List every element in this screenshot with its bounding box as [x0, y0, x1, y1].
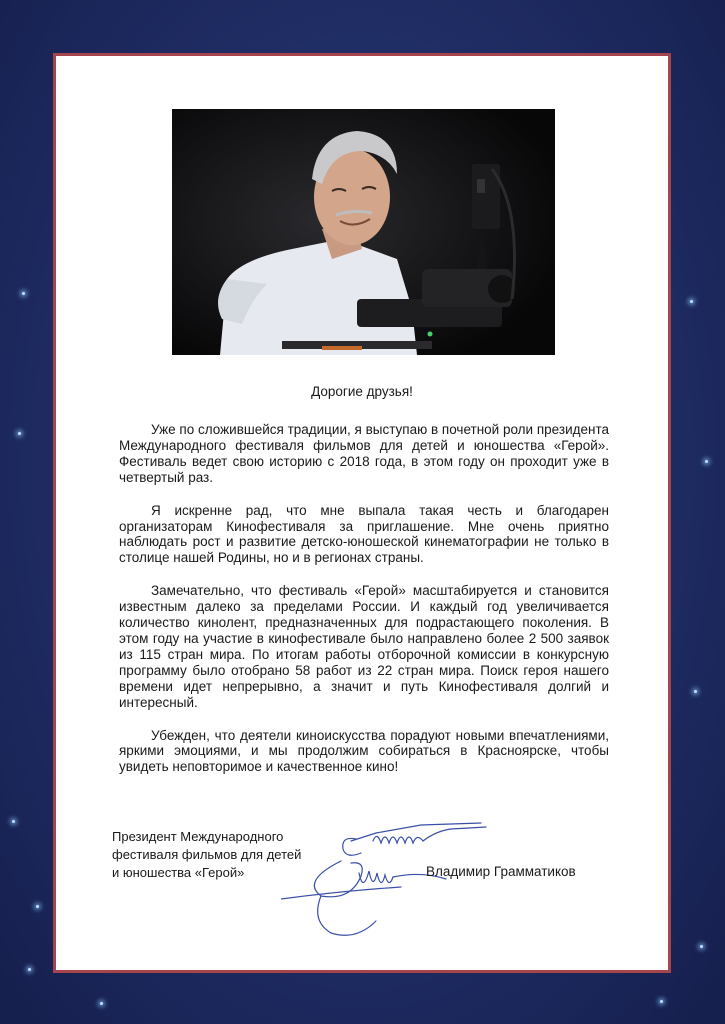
star	[705, 460, 708, 463]
star	[36, 905, 39, 908]
paragraph: Я искренне рад, что мне выпала такая честь и благодарен организаторам Кинофестиваля за приглашение. Мне очень приятно наблюдать рост и развитие детско-юношеской кинематографии не только в столице нашей Родины, но и в регионах страны.	[119, 502, 609, 566]
signatory-title-line: фестиваля фильмов для детей	[112, 847, 302, 862]
star	[12, 820, 15, 823]
star	[100, 1002, 103, 1005]
signatory-title-line: и юношества «Герой»	[112, 865, 245, 880]
paragraph: Замечательно, что фестиваль «Герой» масштабируется и становится известным далеко за пределами России. И каждый год увеличивается количество кинолент, предназначенных для подрастающего поколения. В этом году на участие в кинофестивале было направлено более 2 500 заявок из 115 стран мира. По итогам работы отборочной комиссии в конкурсную программу было отобрано 58 работ из 22 стран мира. Поиск героя нашего времени идет непрерывно, а значит и путь Кинофестиваля долгий и интересный.	[119, 583, 609, 710]
star	[690, 300, 693, 303]
star	[700, 945, 703, 948]
star	[660, 1000, 663, 1003]
signatory-title-line: Президент Международного	[112, 829, 284, 844]
paragraph: Убежден, что деятели киноискусства порадуют новыми впечатлениями, яркими эмоциями, и мы продолжим собираться в Красноярске, чтобы увидеть неповторимое и качественное кино!	[119, 727, 609, 775]
star	[28, 968, 31, 971]
signatory-name: Владимир Грамматиков	[426, 864, 576, 879]
star	[22, 292, 25, 295]
star	[694, 690, 697, 693]
star	[18, 432, 21, 435]
portrait-photo	[172, 109, 555, 355]
paragraph: Уже по сложившейся традиции, я выступаю в почетной роли президента Международного фестиваля фильмов для детей и юношества «Герой». Фестиваль ведет свою историю с 2018 года, в этом году он проходит уже в четвертый раз.	[119, 422, 609, 485]
letter-sheet	[53, 53, 671, 973]
greeting: Дорогие друзья!	[311, 384, 413, 399]
letter-body	[119, 422, 609, 792]
